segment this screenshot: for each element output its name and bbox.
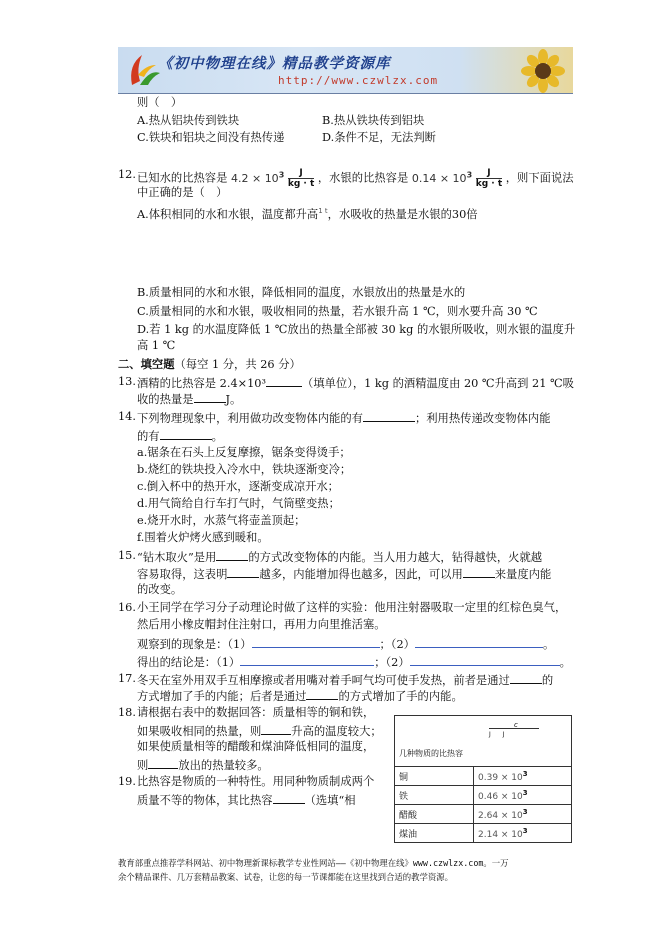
q14-item: c.倒入杯中的热开水，逐渐变成凉开水； [137,480,339,493]
q16-observation: 观察到的现象是：（1） ；（2） 。 [137,638,555,651]
answer-blank[interactable] [463,566,495,578]
answer-blank[interactable] [160,428,212,440]
q13-line1: 酒精的比热容是 2.4×10³ （填单位），1 kg 的酒精温度由 20 ℃升高到 21 ℃吸 [137,377,574,390]
q18-number: 18. [118,706,136,719]
table-title: 几种物质的比热容 [399,749,463,758]
answer-blank[interactable] [266,375,302,387]
footer-line1: 教育部重点推荐学科网站、初中物理新课标教学专业性网站——《初中物理在线》www.czwlzx.com。一万 [118,858,509,868]
q14-line2: 的有 。 [137,430,223,443]
table-header-row [395,716,572,767]
answer-blank[interactable] [252,636,380,648]
table-header: c J J 几种物质的比热容 [395,716,572,767]
q19-number: 19. [118,775,136,788]
answer-blank[interactable] [148,757,178,769]
q14-item: b.烧红的铁块投入冷水中，铁块逐渐变冷； [137,463,352,476]
answer-blank[interactable] [363,410,415,422]
q16-conclusion: 得出的结论是：（1） ；（2） 。 [137,656,571,669]
q12-option-b: B.质量相同的水和水银，降低相同的温度，水银放出的热量是水的 [137,286,466,299]
unit-fraction: $\frac{J}{kg \cdot t}$ [475,168,503,190]
q12-post: ，则下面说法 [505,171,574,185]
q15-number: 15. [118,549,136,562]
q14-item: e.烧开水时，水蒸气将壶盖顶起； [137,514,306,527]
q12-stem-line2: 中正确的是（ ） [137,186,228,199]
q12-option-a: A.体积相同的水和水银，温度都升高$^{1 t}$，水吸收的热量是水银的30倍 [137,207,478,221]
banner-url: http://www.czwlzx.com [278,74,439,87]
temperature-symbol: 1 t [318,207,328,215]
answer-blank[interactable] [227,566,259,578]
q18-line4: 则 放出的热量较多。 [137,759,269,772]
q14-item: d.用气筒给自行车打气时，气筒壁变热； [137,497,340,510]
answer-blank[interactable] [240,654,374,666]
q18-line3: 如果使质量相等的醋酸和煤油降低相同的温度， [137,740,375,753]
q12-option-d-line1: D.若 1 kg 的水温度降低 1 ℃放出的热量全部被 30 kg 的水银所吸收，则水银的温度升 [137,323,576,336]
q12-option-d-line2: 高 1 ℃ [137,339,176,352]
table-row: 煤油 $2.14 \times 10^3$ [395,824,572,843]
q17-line1: 冬天在室外用双手互相摩擦或者用嘴对着手呵气均可使手发热，前者是通过 的 [137,674,554,687]
q13-number: 13. [118,375,136,388]
q18-line1: 请根据右表中的数据回答：质量相等的铜和铁， [137,706,375,719]
q17-number: 17. [118,672,136,685]
section-heading: 二、填空题（每空 1 分，共 26 分） [118,357,301,371]
q11-option-a: A.热从铝块传到铁块 [137,114,240,127]
water-heat-capacity: $4.2 \times 10^3$ [230,170,285,185]
table-row: 醋酸 $2.64 \times 10^3$ [395,805,572,824]
footer-line2: 余个精品课件、几万套精品教案、试卷，让您的每一节课都能在这里找到合适的教学资源。 [118,872,453,882]
q14-number: 14. [118,410,136,423]
table-row: 铁 $0.46 \times 10^3$ [395,786,572,805]
answer-blank[interactable] [273,792,305,804]
q14-line1: 下列物理现象中，利用做功改变物体内能的有 ；利用热传递改变物体内能 [137,412,551,425]
q19-line1: 比热容是物质的一种特性。用同种物质制成两个 [137,775,375,788]
q15-line1: “钻木取火”是用 的方式改变物体的内能。当人用力越大，钻得越快，火就越 [137,551,543,564]
q16-number: 16. [118,601,136,614]
q13-line2: 收的热量是 J。 [137,393,242,406]
answer-blank[interactable] [410,654,560,666]
heat-capacity-table [394,715,572,843]
q18-line2: 如果吸收相同的热量，则 升高的温度较大； [137,725,382,738]
q16-line1: 小王同学在学习分子动理论时做了这样的实验：他用注射器吸取一定里的红棕色臭气， [137,601,567,614]
mercury-heat-capacity: $0.14 \times 10^3$ [411,170,473,185]
q12-option-c: C.质量相同的水和水银，吸收相同的热量，若水银升高 1 ℃，则水要升高 30 ℃ [137,305,538,318]
q11-option-c: C.铁块和铝块之间没有热传递 [137,131,285,144]
q14-item: a.锯条在石头上反复摩擦，锯条变得烫手； [137,446,351,459]
header-banner [118,47,573,94]
q11-option-d: D.条件不足，无法判断 [322,131,436,144]
q12-number: 12. [118,168,136,181]
unit-fraction: $\frac{J}{kg \cdot t}$ [287,168,315,190]
answer-blank[interactable] [510,672,542,684]
q12-pre: 已知水的比热容是 [137,171,228,185]
answer-blank[interactable] [261,723,291,735]
q16-line2: 然后用小橡皮帽封住注射口，再用力向里推活塞。 [137,618,386,631]
banner-title: 《初中物理在线》精品教学资源库 [158,55,391,72]
q14-item: f.围着火炉烤火感到暖和。 [137,531,269,544]
answer-blank[interactable] [194,391,226,403]
logo-icon [126,51,162,89]
q15-line2: 容易取得，这表明 越多，内能增加得也越多，因此，可以用 来量度内能 [137,568,552,581]
q11-stem-tail: 则（ ） [137,96,183,109]
sunflower-image [516,49,570,93]
answer-blank[interactable] [415,636,543,648]
table-row: 铜 $0.39 \times 10^3$ [395,767,572,786]
q19-line2: 质量不等的物体，其比热容 （选填“相 [137,794,356,807]
answer-blank[interactable] [306,688,338,700]
q12-mid: ，水银的比热容是 [317,171,409,185]
q17-line2: 方式增加了手的内能；后者是通过 的方式增加了手的内能。 [137,690,463,703]
answer-blank[interactable] [216,549,248,561]
q15-line3: 的改变。 [137,583,183,596]
q11-option-b: B.热从铁块传到铝块 [322,114,425,127]
